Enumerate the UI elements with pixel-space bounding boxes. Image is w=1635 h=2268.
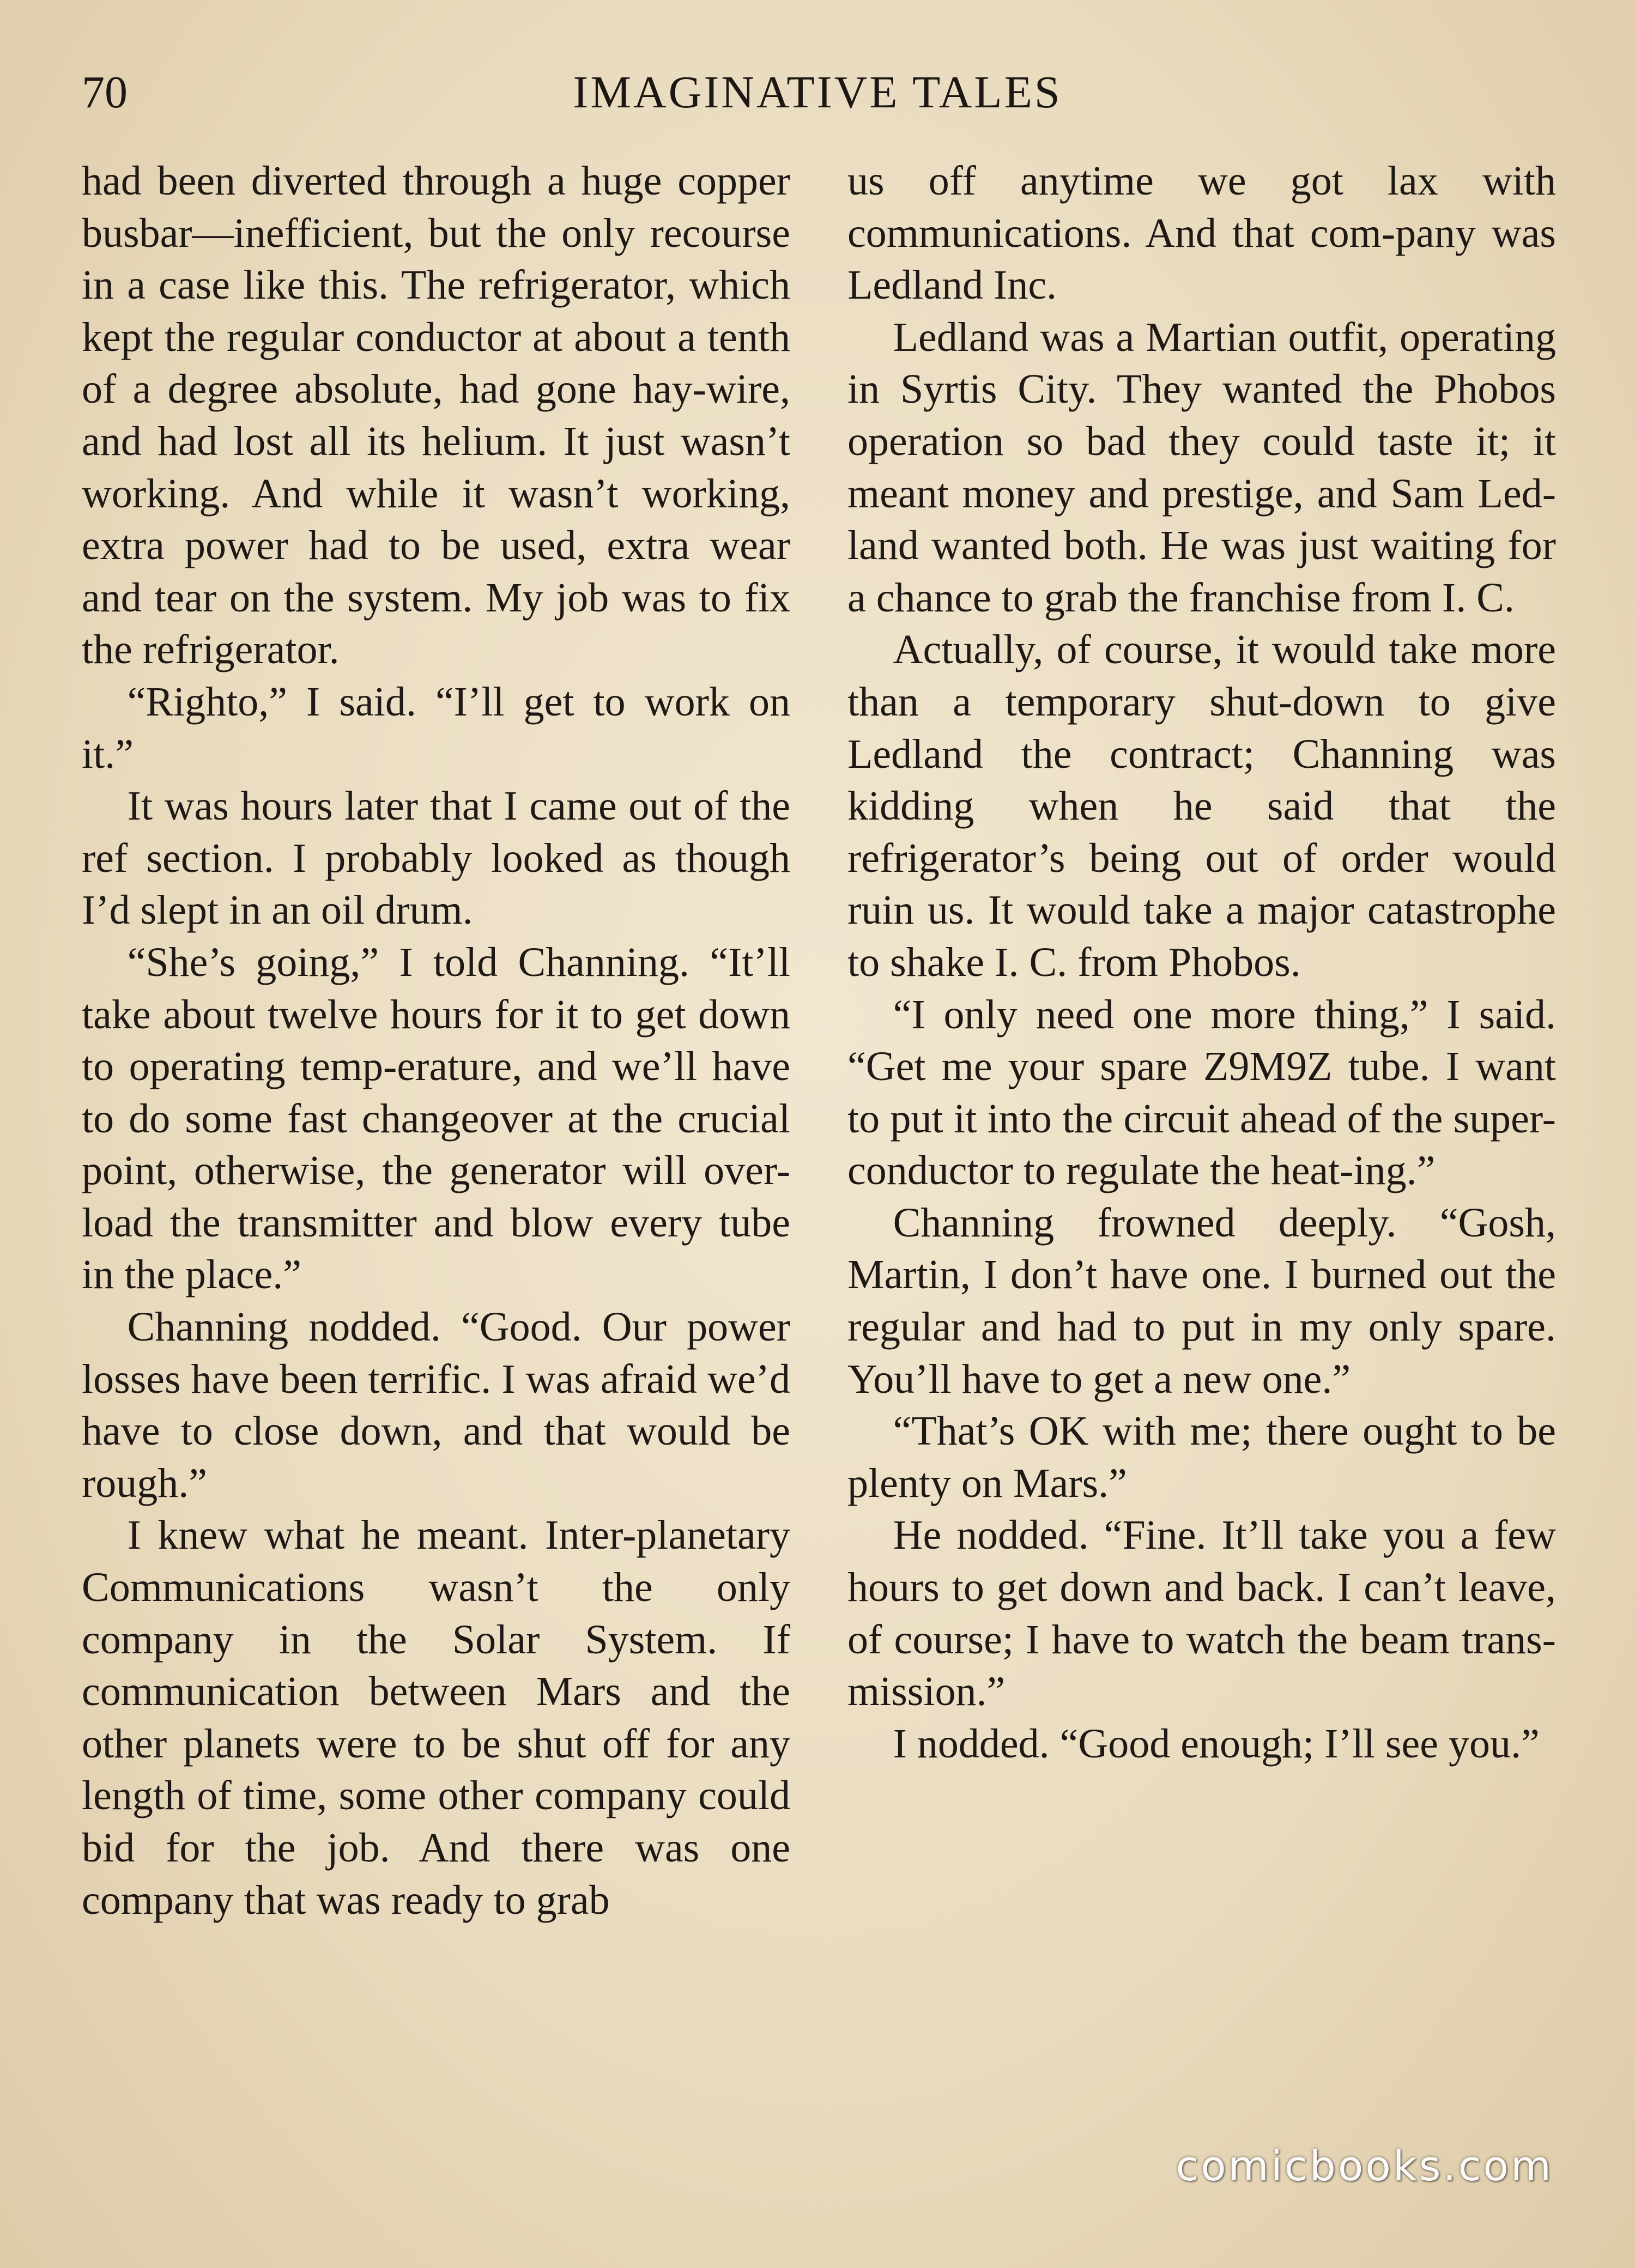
paragraph: “That’s OK with me; there ought to be plenty on Mars.”: [847, 1408, 1556, 1506]
paragraph: He nodded. “Fine. It’ll take you a few hours to get down and back. I can’t leave, of course; I have to watch the beam trans-mission.”: [847, 1512, 1556, 1715]
right-column: [847, 155, 1556, 1770]
paragraph: I nodded. “Good enough; I’ll see you.”: [893, 1720, 1540, 1767]
paragraph: I knew what he meant. Inter-planetary Communications wasn’t the only company in the Solar System. If communication between Mars and the other planets were to be shut off for any length of time, some other company could bid for the job. And there was one company that was ready to grab: [82, 1512, 790, 1923]
paragraph: Channing frowned deeply. “Gosh, Martin, I don’t have one. I burned out the regular and had to put in my only spare. You’ll have to get a new one.”: [847, 1199, 1556, 1402]
paragraph: Actually, of course, it would take more than a temporary shut-down to give Ledland the contract; Channing was kidding when he said that the refrigerator’s being out of order would ruin us. It would take a major catastrophe to shake I. C. from Phobos.: [847, 627, 1556, 985]
page-number: 70: [82, 67, 128, 118]
paragraph: “She’s going,” I told Channing. “It’ll take about twelve hours for it to get down to operating temp-erature, and we’ll have to do some fast changeover at the crucial point, otherwise, the generator will over-load the transmitter and blow every tube in the place.”: [82, 939, 790, 1298]
paragraph: It was hours later that I came out of the ref section. I probably looked as though I’d slept in an oil drum.: [82, 783, 790, 933]
paragraph: “Righto,” I said. “I’ll get to work on it.”: [82, 678, 790, 777]
paragraph: had been diverted through a huge copper busbar—inefficient, but the only recourse in a case like this. The refrigerator, which kept the regular conductor at about a tenth of a degree absolute, had gone hay-wire, and had lost all its helium. It just wasn’t working. And while it wasn’t working, extra power had to be used, extra wear and tear on the system. My job was to fix the refrigerator.: [82, 158, 790, 673]
paragraph: “I only need one more thing,” I said. “Get me your spare Z9M9Z tube. I want to put it into the circuit ahead of the super-conductor to regulate the heat-ing.”: [847, 991, 1556, 1194]
paragraph: us off anytime we got lax with communications. And that com-pany was Ledland Inc.: [847, 158, 1556, 308]
running-title: IMAGINATIVE TALES: [573, 67, 1062, 118]
paragraph: Ledland was a Martian outfit, operating in Syrtis City. They wanted the Phobos operation so bad they could taste it; it meant money and prestige, and Sam Led-land wanted both. He was just waiting for a chance to grab the franchise from I. C.: [847, 314, 1556, 621]
paragraph: Channing nodded. “Good. Our power losses have been terrific. I was afraid we’d have to close down, and that would be rough.”: [82, 1304, 790, 1506]
watermark: comicbooks.com: [1176, 2142, 1553, 2190]
left-column: [82, 155, 790, 1926]
